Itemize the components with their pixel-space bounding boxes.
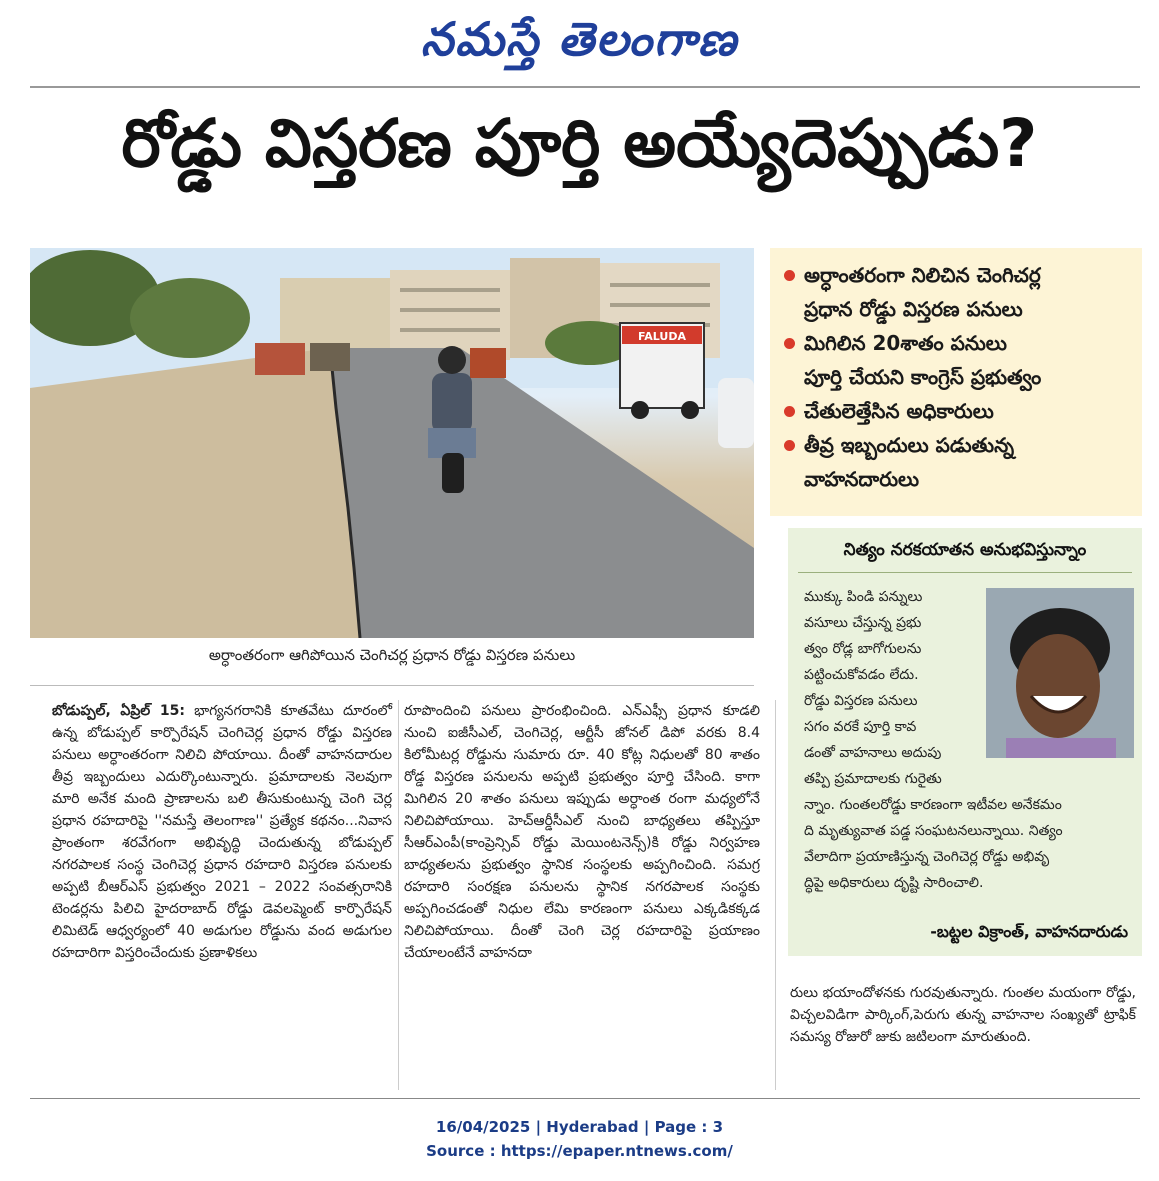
article-dateline: బోడుప్పల్, ఏప్రిల్ 15: <box>52 703 185 719</box>
highlight-item: అర్ధాంతరంగా నిలిచిన చెంగిచర్ల <box>784 258 1128 292</box>
highlight-continuation: పూర్తి చేయని కాంగ్రెస్ ప్రభుత్వం <box>804 365 1042 389</box>
bullet-icon <box>784 270 795 281</box>
column-divider <box>398 700 399 1090</box>
article-text: భాగ్యనగరానికి కూతవేటు దూరంలో ఉన్న బోడుప్పల్ కార్పొరేషన్ చెంగిచెర్ల ప్రధాన రోడ్డు విస్తరణ పనులు అర్ధాంతరంగా నిలిచి పోయాయి. దీంతో వాహనదారుల తీవ్ర ఇబ్బందులు ఎదుర్కొంటున్నారు. ప్రమాదాలకు నెలవుగా మారి అనేక మంది ప్రాణాలను బలి తీసుకుంటున్న చెంగి చెర్ల ప్రధాన రహదారిపై ''నమస్తే తెలంగాణ'' ప్రత్యేక కథనం...నివాస ప్రాంతంగా శరవేగంగా అభివృద్ధి చెందుతున్న బోడుప్పల్ నగరపాలక సంస్థ చెంగిచెర్ల ప్రధాన రహదారి విస్తరణ పనులకు అప్పటి బీఆర్ఎస్ ప్రభుత్వం 2021 – 2022 సంవత్సరానికి టెండర్లను పిలిచి హైదరాబాద్ రోడ్డు డెవలప్మెంట్ కార్పొరేషన్ లిమిటెడ్ ఆధ్వర్యంలో 40 అడుగుల రోడ్డును వంద అడుగుల రహదారిగా విస్తరించేందుకు ప్రణాళికలు <box>52 703 392 961</box>
quote-text: ముక్కు పిండి పన్నులు వసూలు చేస్తున్న ప్రభు త్వం రోడ్ల బాగోగులను పట్టించుకోవడం లేదు. రోడ్డు విస్తరణ పనులు సగం వరకే పూర్తి కావ డంతో వాహనాలు అదుపు తప్పి ప్రమాదాలకు గురైతు న్నాం. గుంతలరోడ్డు కారణంగా ఇటీవల అనేకమం ది మృత్యువాత పడ్డ సంఘటనలున్నాయి. నిత్యం వేలాదిగా ప్రయాణిస్తున్న చెంగిచెర్ల రోడ్డు అభివృ ద్ధిపై అధికారులు దృష్టి సారించాలి. <box>804 589 1063 891</box>
highlight-item: మిగిలిన 20శాతం పనులు <box>784 326 1128 360</box>
article-column-2 <box>404 700 760 964</box>
bullet-icon <box>784 440 795 451</box>
quote-divider <box>798 572 1132 573</box>
article-column-3 <box>790 982 1136 1048</box>
bullet-icon <box>784 406 795 417</box>
highlight-continuation: ప్రధాన రోడ్డు విస్తరణ పనులు <box>804 297 1023 321</box>
photo-caption: అర్ధాంతరంగా ఆగిపోయిన చెంగిచర్ల ప్రధాన రోడ్డు విస్తరణ పనులు <box>208 646 576 664</box>
article-text: రూపొందించి పనులు ప్రారంభించింది. ఎన్ఎఫ్సీ ప్రధాన కూడలి నుంచి ఐజీసీఎల్, చెంగిచెర్ల, ఆర్టీసీ జోనల్ డిపో వరకు 8.4 కిలోమీటర్ల రోడ్డును సుమారు రూ. 40 కోట్ల నిధులతో 80 శాతం రోడ్డ విస్తరణ పనులను అప్పటి ప్రభుత్వం పూర్తి చేసింది. కాగా మిగిలిన 20 శాతం పనులు ఇప్పుడు అర్ధాంత రంగా మధ్యలోనే నిలిచిపోయాయి. హెచ్ఆర్డీసీఎల్ నుంచి బాధ్యతలు తప్పిస్తూ సీఆర్ఎంపీ(కాంప్రెన్సివ్ రోడ్డు మెయింటనెన్స్)కి రోడ్డు నిర్వహణ బాధ్యతలను ప్రభుత్వం స్థానిక సంస్థలకు అప్పగించింది. సమగ్ర రహదారి సంరక్షణ పనులను స్థానిక నగరపాలక సంస్థకు అప్పగించడంతో నిధుల లేమి కారణంగా పనులు ఎక్కడికక్కడ నిలిచిపోయాయి. దీంతో చెంగి చెర్ల రహదారిపై ప్రయాణం చేయాలంటేనే వాహనదా <box>404 703 760 961</box>
portrait-photo <box>986 588 1134 758</box>
news-photo <box>30 248 754 638</box>
article-text: రులు భయాందోళనకు గురవుతున్నారు. గుంతల మయంగా రోడ్డు, విచ్చలవిడిగా పార్కింగ్,పెరుగు తున్న వాహనాల సంఖ్యతో ట్రాఫిక్ సమస్య రోజురో జుకు జటిలంగా మారుతుంది. <box>790 985 1136 1045</box>
bullet-icon <box>784 338 795 349</box>
footer-date-page: 16/04/2025 | Hyderabad | Page : 3 <box>435 1118 724 1136</box>
article-column-1 <box>52 700 392 964</box>
masthead-divider <box>30 86 1140 88</box>
highlight-item: తీవ్ర ఇబ్బందులు పడుతున్న <box>784 428 1128 462</box>
quote-title: నిత్యం నరకయాతన అనుభవిస్తున్నాం <box>843 540 1087 560</box>
footer-source: Source : https://epaper.ntnews.com/ <box>426 1142 733 1160</box>
masthead-logo: నమస్తే తెలంగాణ <box>420 12 739 66</box>
headline: రోడ్డు విస్తరణ పూర్తి అయ్యేదెప్పుడు? <box>121 105 1038 182</box>
highlight-item: చేతులెత్తేసిన అధికారులు <box>784 394 1128 428</box>
van-sign: FALUDA <box>638 330 686 343</box>
highlight-continuation: వాహనదారులు <box>804 467 920 491</box>
caption-divider <box>30 685 754 686</box>
footer-divider <box>30 1098 1140 1099</box>
highlights-box <box>770 248 1142 516</box>
column-divider <box>775 700 776 1090</box>
quote-author: -బట్టల విక్రాంత్, వాహనదారుడు <box>930 922 1128 941</box>
